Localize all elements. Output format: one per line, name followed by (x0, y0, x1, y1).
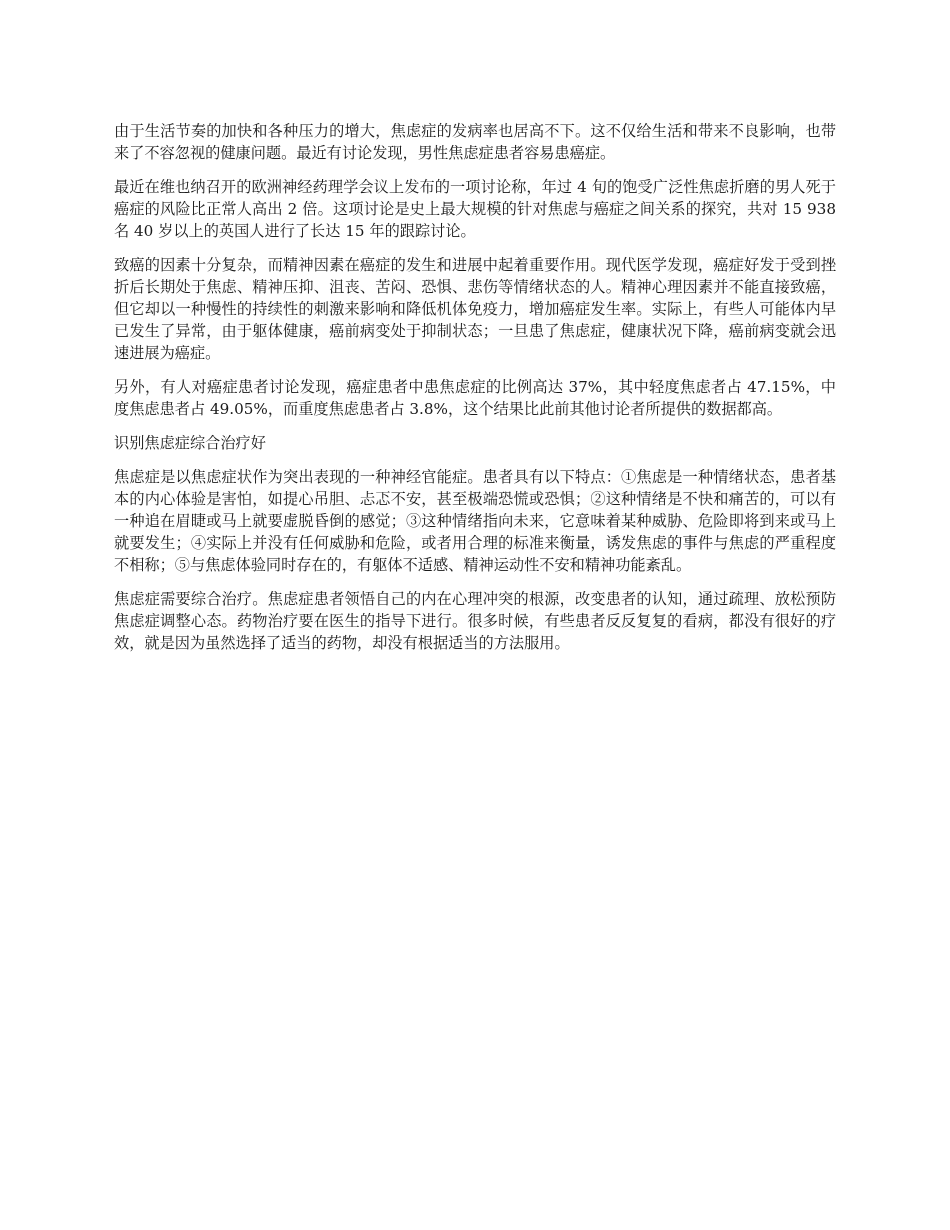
paragraph-intro: 由于生活节奏的加快和各种压力的增大，焦虑症的发病率也居高不下。这不仅给生活和带来不良影响，也带来了不容忽视的健康问题。最近有讨论发现，男性焦虑症患者容易患癌症。 (114, 122, 836, 162)
document-page (114, 120, 836, 666)
paragraph-treatment: 焦虑症需要综合治疗。焦虑症患者领悟自己的内在心理冲突的根源，改变患者的认知，通过疏理、放松预防焦虑症调整心态。药物治疗要在医生的指导下进行。很多时候，有些患者反反复复的看病，都没有很好的疗效，就是因为虽然选择了适当的药物，却没有根据适当的方法服用。 (114, 590, 836, 652)
section-heading: 识别焦虑症综合治疗好 (114, 434, 266, 452)
paragraph-study: 最近在维也纳召开的欧洲神经药理学会议上发布的一项讨论称，年过 4 旬的饱受广泛性焦虑折磨的男人死于癌症的风险比正常人高出 2 倍。这项讨论是史上最大规模的针对焦虑与癌症之间关系的探究，共对 15 938 名 40 岁以上的英国人进行了长达 15 年的跟踪讨论。 (114, 178, 836, 240)
paragraph-statistics: 另外，有人对癌症患者讨论发现，癌症患者中患焦虑症的比例高达 37%，其中轻度焦虑者占 47.15%，中度焦虑患者占 49.05%，而重度焦虑患者占 3.8%，这个结果比此前其他讨论者所提供的数据都高。 (114, 378, 836, 418)
paragraph-symptoms: 焦虑症是以焦虑症状作为突出表现的一种神经官能症。患者具有以下特点：①焦虑是一种情绪状态，患者基本的内心体验是害怕，如提心吊胆、忐忑不安，甚至极端恐慌或恐惧；②这种情绪是不快和痛苦的，可以有一种追在眉睫或马上就要虚脱昏倒的感觉；③这种情绪指向未来，它意味着某种威胁、危险即将到来或马上就要发生；④实际上并没有任何威胁和危险，或者用合理的标准来衡量，诱发焦虑的事件与焦虑的严重程度不相称；⑤与焦虑体验同时存在的，有躯体不适感、精神运动性不安和精神功能紊乱。 (114, 468, 836, 574)
paragraph-causes: 致癌的因素十分复杂，而精神因素在癌症的发生和进展中起着重要作用。现代医学发现，癌症好发于受到挫折后长期处于焦虑、精神压抑、沮丧、苦闷、恐惧、悲伤等情绪状态的人。精神心理因素并不能直接致癌，但它却以一种慢性的持续性的刺激来影响和降低机体免疫力，增加癌症发生率。实际上，有些人可能体内早已发生了异常，由于躯体健康，癌前病变处于抑制状态；一旦患了焦虑症，健康状况下降，癌前病变就会迅速进展为癌症。 (114, 256, 836, 362)
